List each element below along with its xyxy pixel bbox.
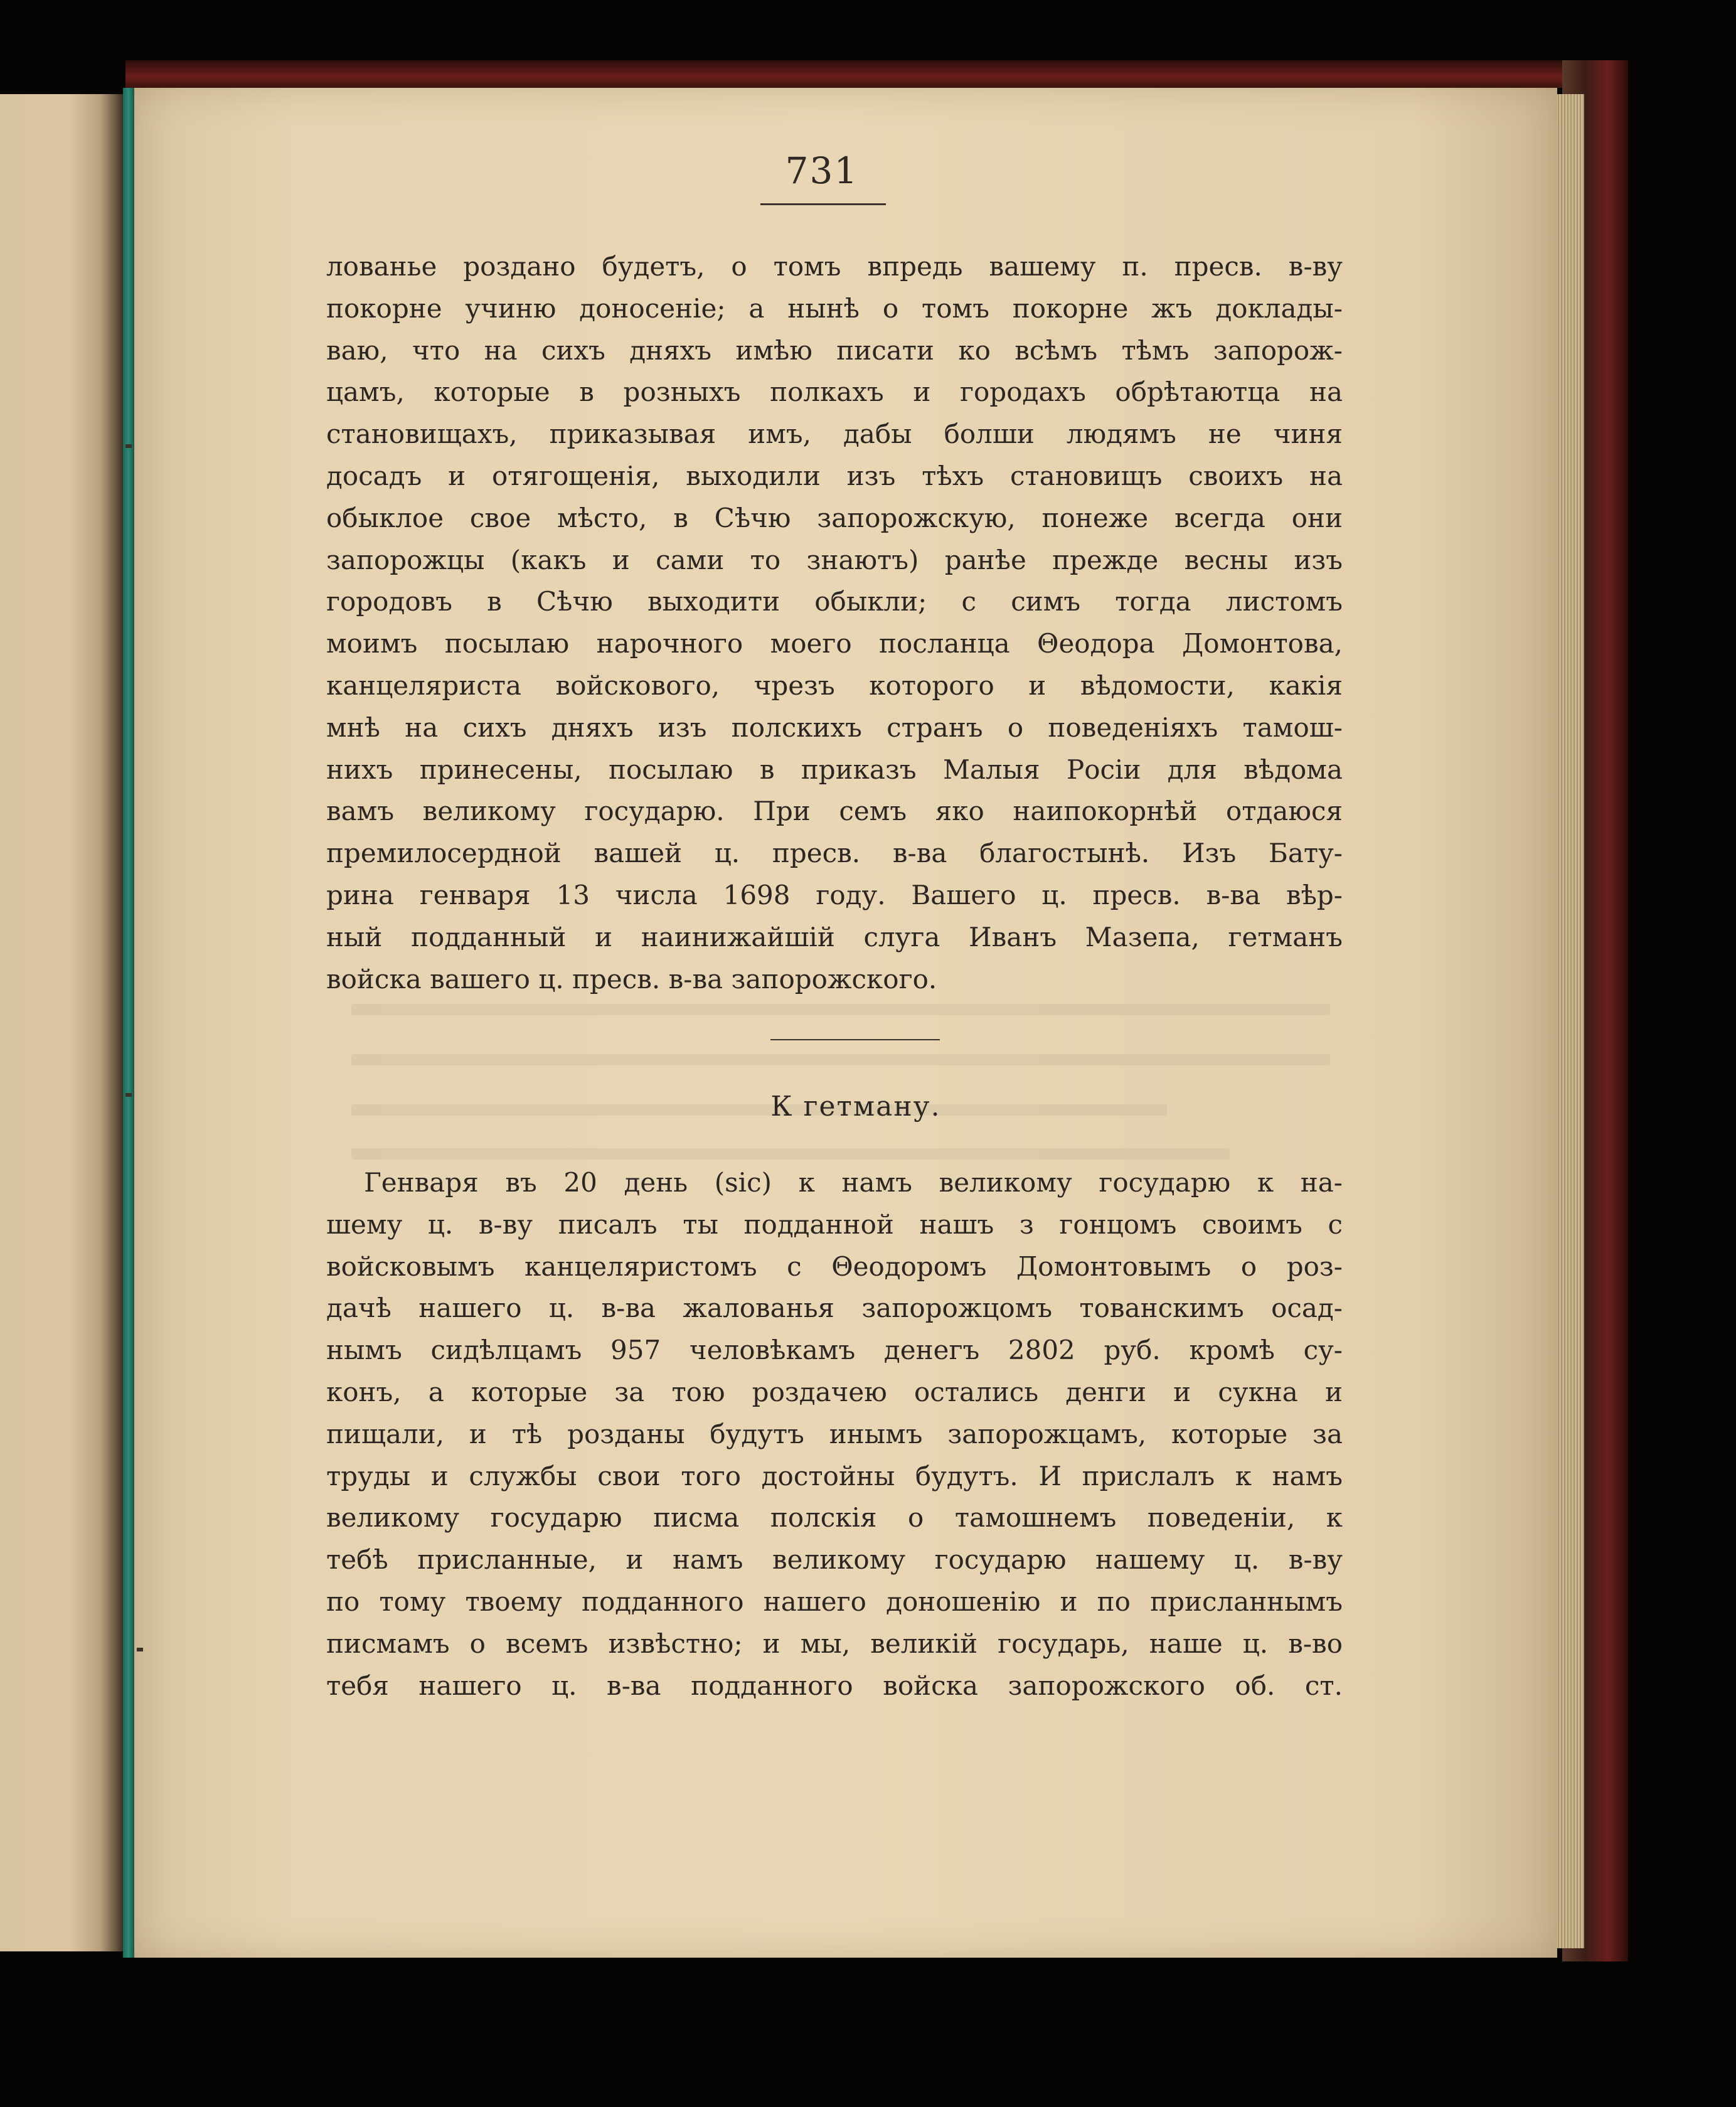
previous-page-edge	[0, 94, 125, 1951]
text-line: рина генваря 13 числа 1698 году. Вашего ц. пресв. в-ва вѣр-	[326, 879, 1343, 910]
text-line: войсковымъ канцеляристомъ с Θеодоромъ Домонтовымъ о роз-	[326, 1251, 1343, 1282]
gutter-mark	[125, 1093, 132, 1097]
text-line: Генваря въ 20 день (sic) к намъ великому государю к на-	[364, 1167, 1343, 1198]
text-line: нымъ сидѣлцамъ 957 человѣкамъ денегъ 2802 руб. кромѣ су-	[326, 1335, 1343, 1366]
text-line: войска вашего ц. пресв. в-ва запорожского.	[326, 963, 937, 995]
text-line: канцеляриста войскового, чрезъ которого и вѣдомости, какія	[326, 669, 1343, 701]
text-line: труды и службы свои того достойны будутъ. И прислалъ к намъ	[326, 1460, 1343, 1491]
book-cover-top	[125, 60, 1628, 88]
section-separator	[770, 1039, 940, 1040]
text-line: становищахъ, приказывая имъ, дабы болши людямъ не чиня	[326, 419, 1343, 450]
text-line: тебя нашего ц. в-ва подданного войска запорожского об. ст.	[326, 1670, 1343, 1701]
page-number-rule	[760, 203, 886, 205]
text-line: конъ, а которые за тою роздачею остались денги и сукна и	[326, 1376, 1343, 1407]
text-line: дачѣ нашего ц. в-ва жалованья запорожцомъ тованскимъ осад-	[326, 1293, 1343, 1324]
text-line: ваю, что на сихъ дняхъ имѣю писати ко всѣмъ тѣмъ запорож-	[326, 334, 1343, 366]
text-line: покорне учиню доносеніе; а нынѣ о томъ покорне жъ доклады-	[326, 292, 1343, 324]
text-line: ный подданный и наинижайшій слуга Иванъ Мазепа, гетманъ	[326, 921, 1343, 952]
text-line: цамъ, которые в розныхъ полкахъ и городахъ обрѣтаютца на	[326, 376, 1343, 408]
text-line: нихъ принесены, посылаю в приказъ Малыя Росіи для вѣдома	[326, 754, 1343, 785]
text-line: досадъ и отягощенія, выходили изъ тѣхъ становищъ своихъ на	[326, 460, 1343, 491]
page-number: 731	[785, 149, 859, 192]
bleed-through-mark	[351, 1004, 1330, 1015]
text-line: по тому твоему подданного нашего доношенію и по присланнымъ	[326, 1586, 1343, 1617]
bleed-through-mark	[351, 1148, 1230, 1160]
text-line: обыклое свое мѣсто, в Сѣчю запорожскую, понеже всегда они	[326, 502, 1343, 533]
gutter-mark	[125, 444, 132, 448]
text-line: мнѣ на сихъ дняхъ изъ полскихъ странъ о поведеніяхъ тамош-	[326, 712, 1343, 743]
text-line: городовъ в Сѣчю выходити обыкли; с симъ тогда листомъ	[326, 586, 1343, 617]
text-line: шему ц. в-ву писалъ ты подданной нашъ з гонцомъ своимъ с	[326, 1208, 1343, 1240]
text-line: вамъ великому государю. При семъ яко наипокорнѣй отдаюся	[326, 796, 1343, 827]
text-line: великому государю писма полскія о тамошнемъ поведеніи, к	[326, 1502, 1343, 1534]
paragraph-1	[326, 246, 1343, 1000]
text-line: моимъ посылаю нарочного моего посланца Θеодора Домонтова,	[326, 628, 1343, 659]
text-line: тебѣ присланные, и намъ великому государю нашему ц. в-ву	[326, 1544, 1343, 1576]
text-line: лованье роздано будетъ, о томъ впредь вашему п. пресв. в-ву	[326, 251, 1343, 282]
text-line: писмамъ о всемъ извѣстно; и мы, великій государь, наше ц. в-во	[326, 1628, 1343, 1659]
binding-strip	[123, 88, 134, 1958]
gutter-mark	[137, 1648, 143, 1651]
text-line: премилосердной вашей ц. пресв. в-ва благостынѣ. Изъ Бату-	[326, 838, 1343, 869]
bleed-through-mark	[351, 1054, 1330, 1065]
paragraph-2	[326, 1162, 1343, 1707]
section-heading: К гетману.	[770, 1091, 941, 1123]
text-line: пищали, и тѣ розданы будутъ инымъ запорожцамъ, которые за	[326, 1418, 1343, 1449]
text-line: запорожцы (какъ и сами то знаютъ) ранѣе прежде весны изъ	[326, 544, 1343, 575]
